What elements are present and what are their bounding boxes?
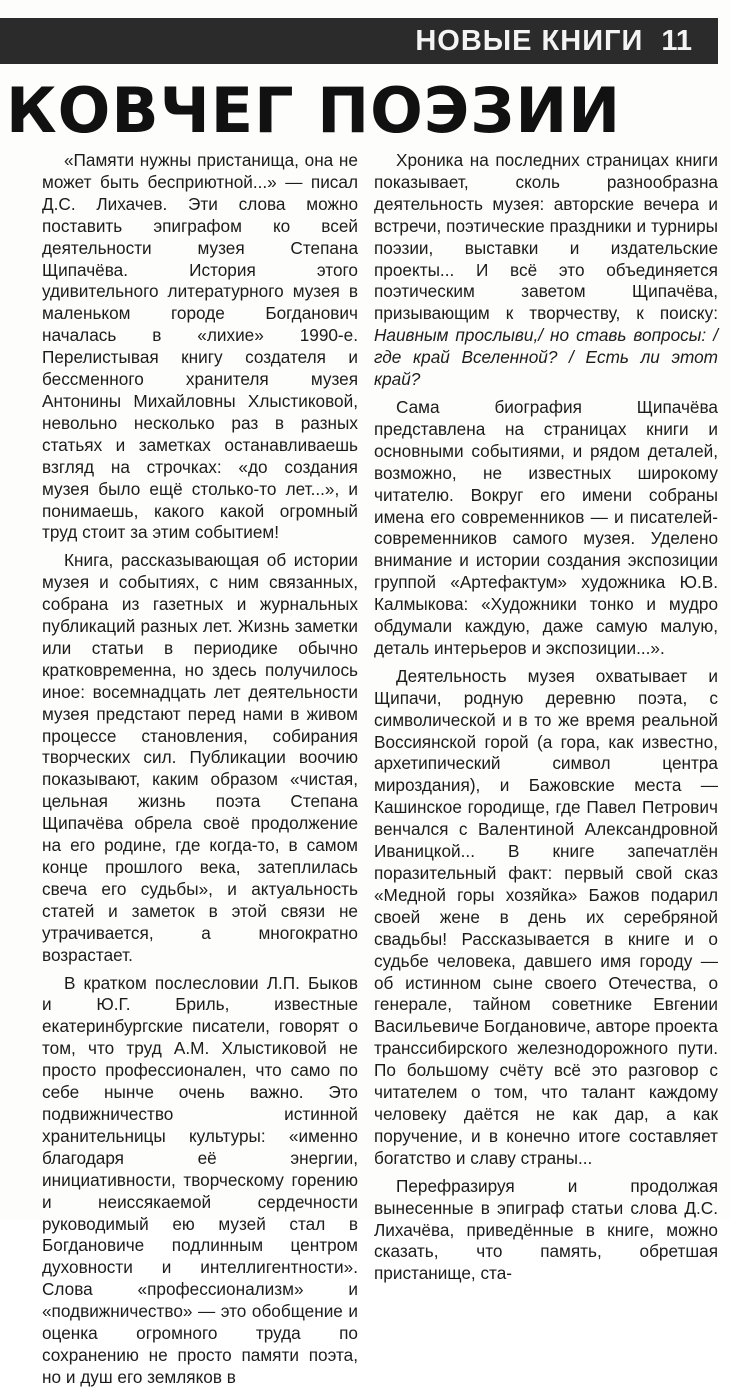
paragraph: Перефразируя и продолжая вынесенные в эпиграф статьи слова Д.С. Лихачёва, приведённые в книге, можно сказать, что память, обретшая пристанище, ста- xyxy=(374,1175,718,1284)
paragraph: Книга, рассказывающая об истории музея и событиях, с ним связанных, собрана из газетных и журнальных публикаций разных лет. Жизнь заметки или статьи в периодике обычно кратковременна, но здесь получилось иное: восемнадцать лет деятельности музея предстают перед нами в живом процессе становления, собирания творческих сил. Публикации воочию показывают, каким образом «чистая, цельная жизнь поэта Степана Щипачёва обрела своё продолжение на его родине, где когда-то, в самом конце прошлого века, затеплилась свеча его судьбы», и актуальность статей и заметок в этой связи не утрачивается, а многократно возрастает. xyxy=(42,550,358,965)
paragraph-text: Хроника на последних страницах книги показывает, сколь разнообразна деятельность музея: авторские вечера и встречи, поэтические праздники и турниры поэзии, выставки и издательские проекты... И всё это объединяется поэтическим заветом Щипачёва, призывающим к творчеству, к поиску: xyxy=(374,150,718,324)
paragraph: В кратком послесловии Л.П. Быков и Ю.Г. Бриль, известные екатеринбургские писатели, говорят о том, что труд А.М. Хлыстиковой не просто профессионален, что само по себе нынче очень важно. Это подвижничество истинной хранительницы культуры: «именно благодаря её энергии, инициативности, творческому горению и неиссякаемой сердечности руководимый ею музей стал в Богдановиче подлинным центром духовности и интеллигентности». Слова «профессионализм» и «подвижничество» — это обобщение и оценка огромного труда по сохранению не просто памяти поэта, но и душ его земляков в xyxy=(42,972,358,1387)
left-column xyxy=(42,150,358,1387)
paragraph-with-verse xyxy=(374,150,718,391)
paragraph: «Памяти нужны пристанища, она не может быть бесприютной...» — писал Д.С. Лихачев. Эти слова можно поставить эпиграфом ко всей деятельности музея Степана Щипачёва. История этого удивительного литературного музея в маленьком городе Богданович началась в «лихие» 1990-е. Перелистывая книгу создателя и бессменного хранителя музея Антонины Михайловны Хлыстиковой, невольно несколько раз в разных статьях и заметках останавливаешь взгляд на строчках: «до создания музея было ещё столько-то лет...», и понимаешь, какого какой огромный труд стоит за этим событием! xyxy=(42,150,358,543)
section-label: НОВЫЕ КНИГИ xyxy=(415,24,644,57)
section-header-band xyxy=(0,18,718,64)
paragraph: Деятельность музея охватывает и Щипачи, родную деревню поэта, с символической и в то же время реальной Воссиянской горой (а гора, как известно, архетипический символ центра мироздания), и Бажовские места — Кашинское городище, где Павел Петрович венчался с Валентиной Александровной Иваницкой... В книге запечатлён поразительный факт: первый свой сказ «Медной горы хозяйка» Бажов подарил своей жене в день их серебряной свадьбы! Рассказывается в книге и о судьбе человека, давшего имя городу — об истинном сыне своего Отечества, о генерале, тайном советнике Евгении Васильевиче Богдановиче, авторе проекта транссибирского железнодорожного пути. По большому счёту всё это разговор с читателем о том, что талант каждому человеку даётся не как дар, а как поручение, и в конечно итоге составляет богатство и славу страны... xyxy=(374,665,718,1168)
paragraph: Сама биография Щипачёва представлена на страницах книги и основными событиями, и рядом деталей, возможно, не известных широкому читателю. Вокруг его имени собраны имена его современников — и писателей-современников самого музея. Уделено внимание и истории создания экспозиции группой «Артефактум» художника Ю.В. Калмыкова: «Художники тонко и мудро обдумали каждую, даже самую малую, деталь интерьеров и экспозиции...». xyxy=(374,396,718,658)
page-number: 11 xyxy=(661,24,692,57)
verse-quote: Наивным прослыви,/ но ставь вопросы: / где край Вселенной? / Есть ли этот край? xyxy=(374,325,718,390)
article-title: КОВЧЕГ ПОЭЗИИ xyxy=(6,74,622,147)
right-column xyxy=(374,150,718,1284)
